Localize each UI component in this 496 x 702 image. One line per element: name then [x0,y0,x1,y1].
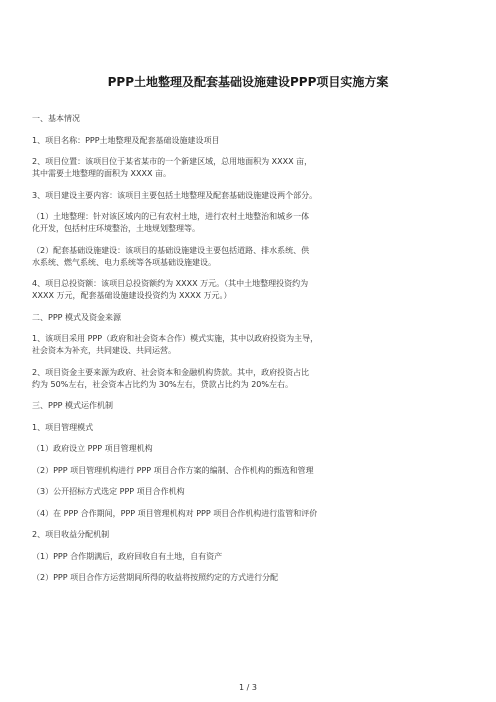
paragraph-construction-content [32,190,472,202]
paragraph-land-consolidation [32,211,472,235]
paragraph-line: （2）配套基础设施建设：该项目的基础设施建设主要包括道路、排水系统、供 [32,245,310,255]
paragraph-line: XXXX 万元，配套基础设施建设投资约为 XXXX 万元。） [32,291,232,300]
list-item [32,486,472,498]
list-item [32,572,472,584]
paragraph-infrastructure [32,245,472,269]
paragraph-line: 2、项目资金主要来源为政府、社会资本和金融机构贷款。其中，政府投资占比 [32,367,310,377]
paragraph-line: 2、项目收益分配机制 [32,530,110,539]
paragraph-line: 三、PPP 模式运作机制 [32,401,114,410]
paragraph-line: 社会资本为补充，共同建设、共同运营。 [32,346,176,355]
paragraph-line: （4）在 PPP 合作期间，PPP 项目管理机构对 PPP 项目合作机构进行监管和评价 [32,508,318,518]
paragraph-project-name [32,135,472,147]
list-item [32,465,472,477]
paragraph-total-investment [32,278,472,302]
paragraph-line: （2）PPP 项目管理机构进行 PPP 项目合作方案的编制、合作机构的甄选和管理 [32,465,314,475]
paragraph-line: （1）PPP 合作期满后，政府回收自有土地，自有资产 [32,551,223,561]
paragraph-funding-sources [32,367,472,391]
paragraph-line: 约为 50%左右，社会资本占比约为 30%左右，贷款占比约为 20%左右。 [32,379,293,389]
paragraph-line: （2）PPP 项目合作方运营期间所得的收益将按照约定的方式进行分配 [32,573,279,582]
paragraph-line: 其中需要土地整理的面积为 XXXX 亩。 [32,169,172,178]
subheading-management-mode [32,422,472,434]
paragraph-line: 水系统、燃气系统、电力系统等各项基础设施建设。 [32,257,216,267]
paragraph-line: 4、项目总投资额：该项目总投资额约为 XXXX 万元。（其中土地整理投资约为 [32,279,309,288]
page-indicator: 1 / 3 [239,683,257,692]
document-title: PPP土地整理及配套基础设施建设PPP项目实施方案 [107,75,389,89]
document-body [32,113,472,594]
list-item [32,551,472,563]
paragraph-line: （1）政府设立 PPP 项目管理机构 [32,444,153,453]
paragraph-ppp-model [32,333,472,357]
paragraph-line: 化开发，包括村庄环境整治，土地规划整理等。 [32,224,200,233]
paragraph-line: （3）公开招标方式选定 PPP 项目合作机构 [32,487,185,496]
paragraph-line: 二、PPP 模式及资金来源 [32,312,122,322]
section-heading-ppp-funding [32,312,472,324]
paragraph-line: 1、项目管理模式 [32,422,94,432]
paragraph-line: 1、该项目采用 PPP（政府和社会资本合作）模式实施，其中以政府投资为主导， [32,334,319,343]
subheading-revenue-distribution [32,529,472,541]
list-item [32,443,472,455]
section-heading-operation-mechanism [32,400,472,412]
paragraph-line: 2、项目位置：该项目位于某省某市的一个新建区域，总用地面积为 XXXX 亩， [32,157,313,166]
paragraph-line: 一、基本情况 [32,114,80,123]
paragraph-project-location [32,156,472,180]
paragraph-line: 1、项目名称：PPP土地整理及配套基础设施建设项目 [32,135,220,145]
paragraph-line: 3、项目建设主要内容：该项目主要包括土地整理及配套基础设施建设两个部分。 [32,190,318,200]
section-heading-basic-info [32,113,472,125]
paragraph-line: （1）土地整理：针对该区域内的已有农村土地，进行农村土地整治和城乡一体 [32,212,310,221]
list-item [32,508,472,520]
